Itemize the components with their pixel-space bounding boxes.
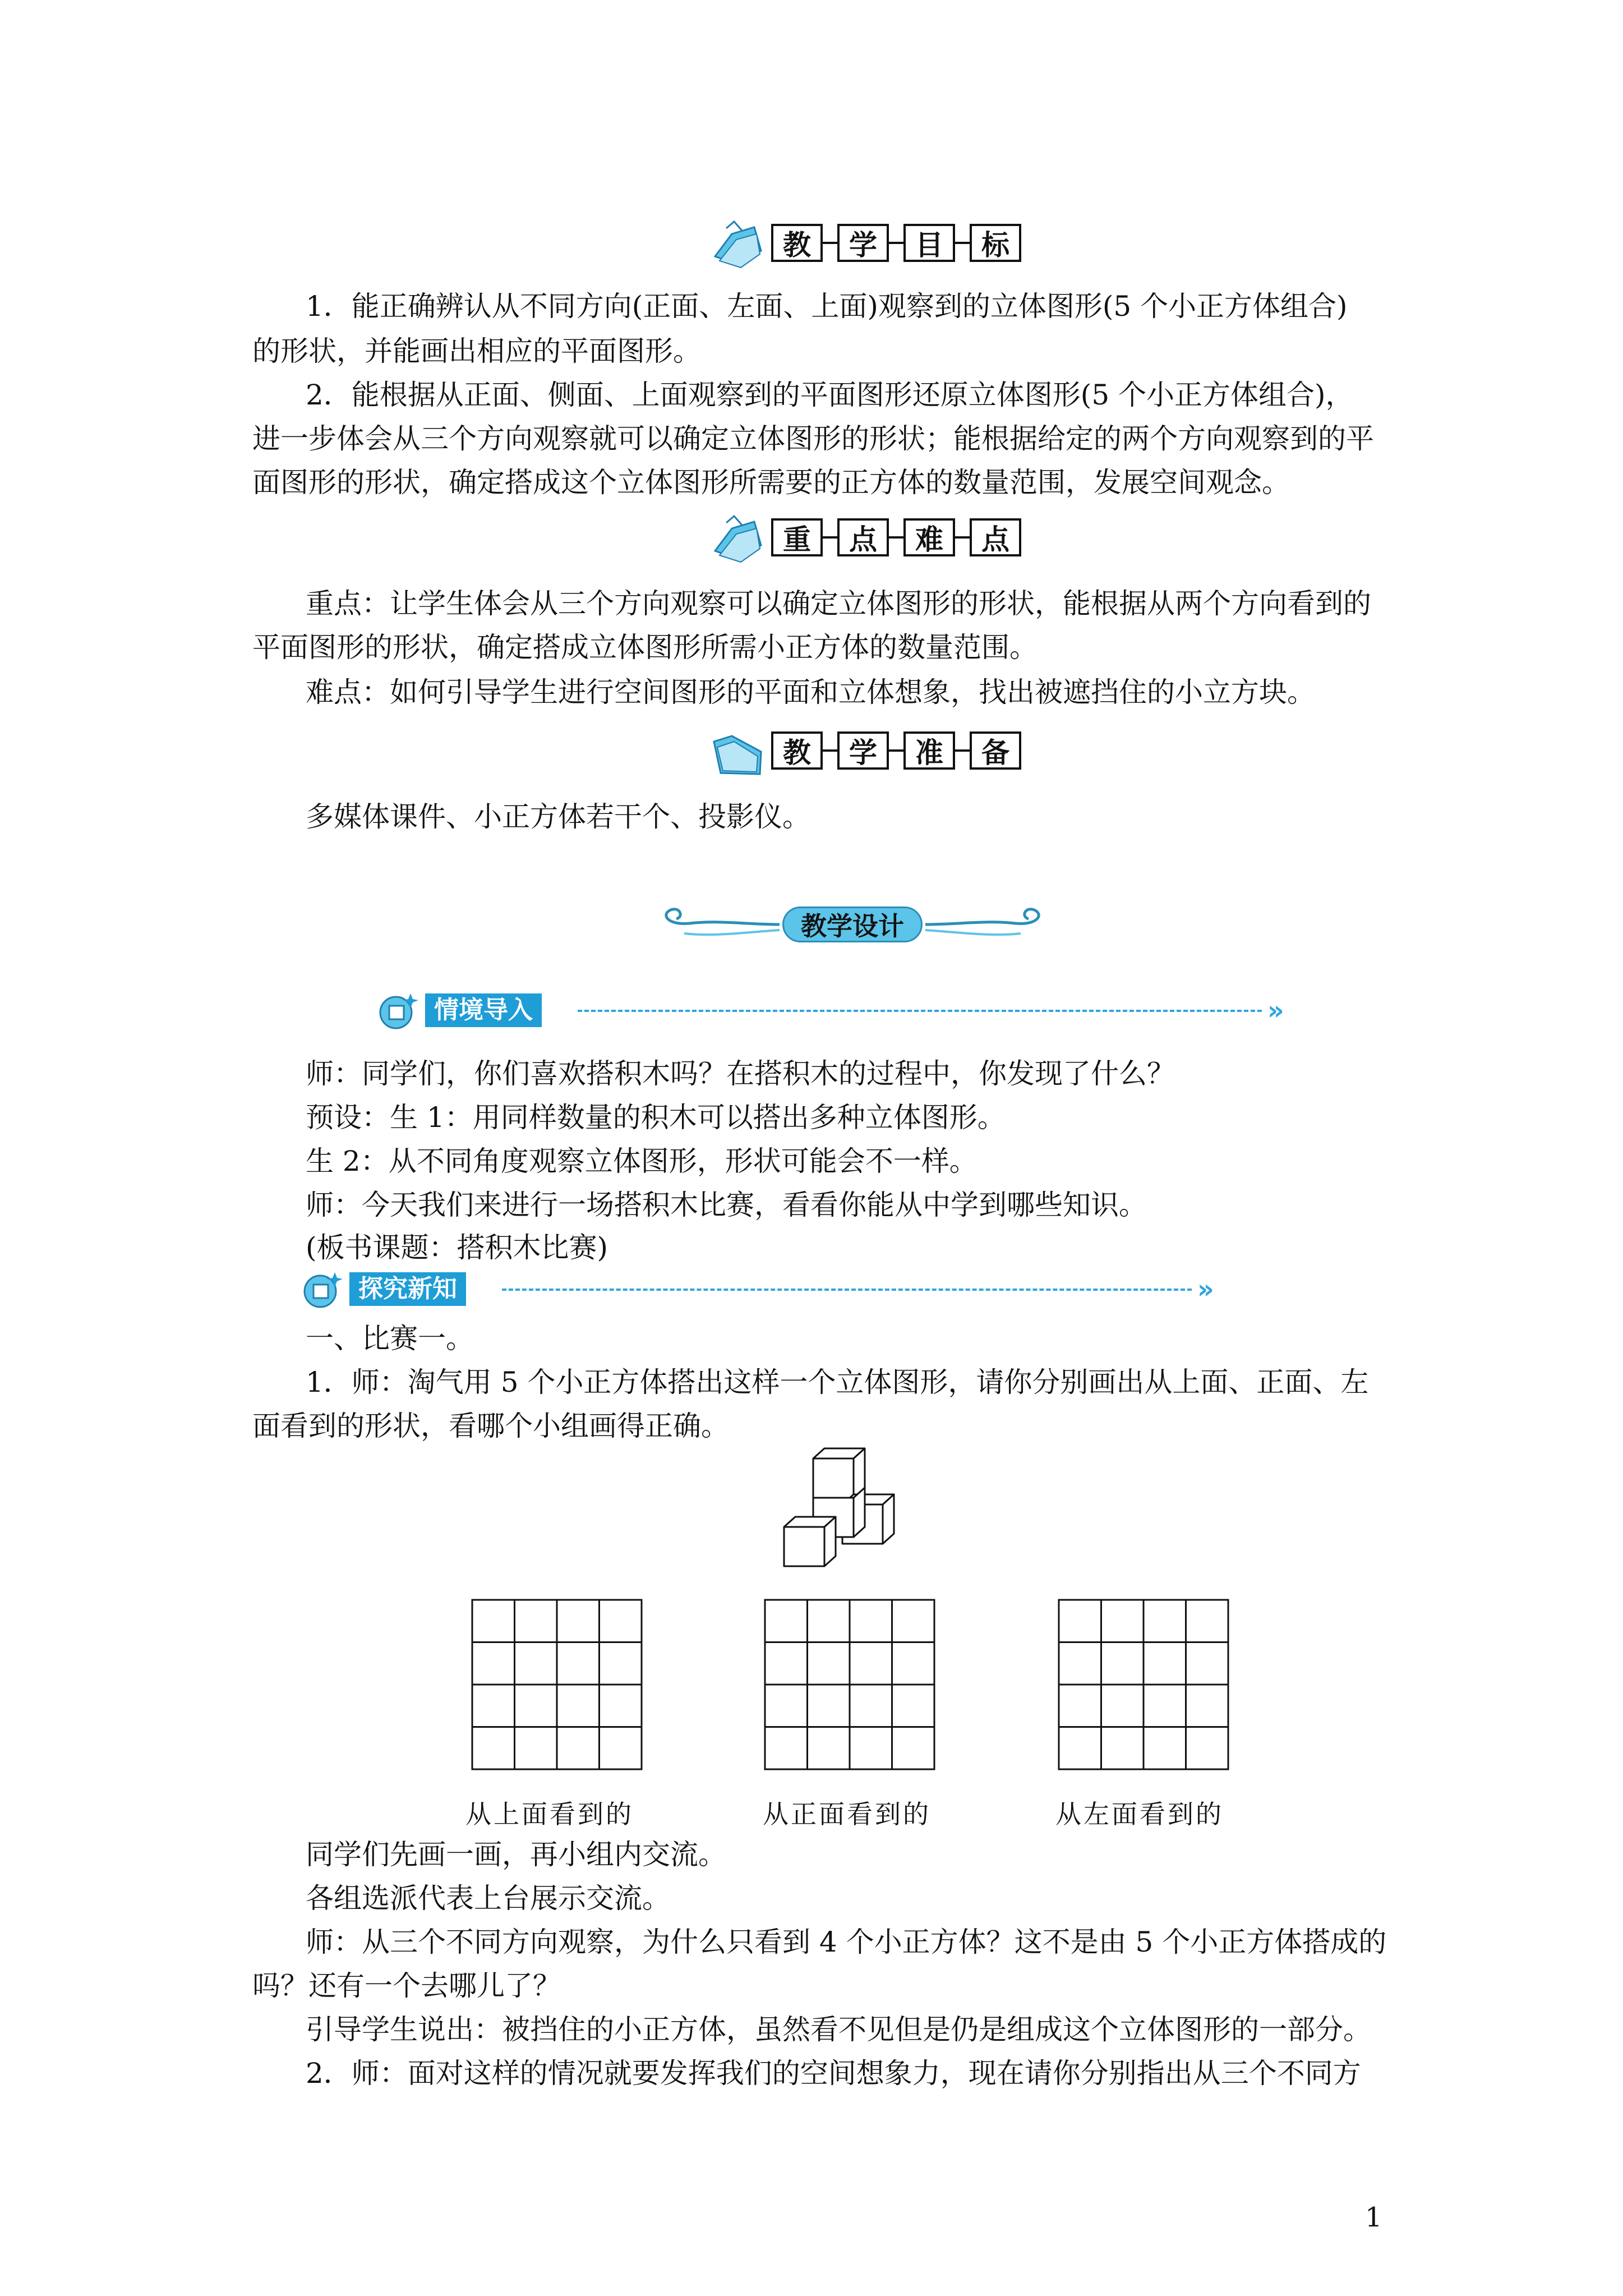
preparation-text: 多媒体课件、小正方体若干个、投影仪。 [306, 800, 810, 833]
section-char: 准 [903, 731, 955, 770]
focus-line-2: 平面图形的形状，确定搭成立体图形所需小正方体的数量范围。 [252, 631, 1038, 664]
double-arrow-icon: » [1267, 995, 1284, 1025]
sparkle-cube-icon [300, 1269, 348, 1309]
goal-1-line-2: 的形状，并能画出相应的平面图形。 [252, 335, 701, 367]
double-arrow-icon: » [1197, 1274, 1214, 1304]
folder-icon [709, 725, 766, 778]
goal-2-line-2: 进一步体会从三个方向观察就可以确定立体图形的形状；能根据给定的两个方向观察到的平 [252, 422, 1374, 455]
intro-line: 生 2：从不同角度观察立体图形，形状可能会不一样。 [306, 1145, 978, 1177]
grid-top-view [471, 1599, 643, 1770]
section-char: 教 [771, 731, 823, 770]
page-number: 1 [1365, 2202, 1382, 2233]
section-char: 学 [837, 224, 889, 262]
section-char: 标 [970, 224, 1021, 262]
intro-line: 师：今天我们来进行一场搭积木比赛，看看你能从中学到哪些知识。 [306, 1189, 1147, 1221]
question-1-line-2: 面看到的形状，看哪个小组画得正确。 [252, 1410, 729, 1442]
design-banner [651, 898, 1054, 951]
explore-line: 2．师：面对这样的情况就要发挥我们的空间想象力，现在请你分别指出从三个不同方 [306, 2057, 1361, 2090]
grid-caption-top: 从上面看到的 [465, 1799, 634, 1829]
explore-line: 吗？还有一个去哪儿了？ [252, 1970, 561, 2002]
section-char: 目 [903, 224, 955, 262]
book-stack-icon [709, 512, 766, 565]
intro-line: (板书课题：搭积木比赛) [306, 1231, 608, 1264]
section-char: 学 [837, 731, 889, 770]
goal-2-line-1: 2．能根据从正面、侧面、上面观察到的平面图形还原立体图形(5 个小正方体组合)， [306, 379, 1354, 411]
section-char: 点 [970, 518, 1021, 556]
grid-caption-front: 从正面看到的 [763, 1799, 931, 1829]
explore-line: 各组选派代表上台展示交流。 [306, 1882, 670, 1915]
tag-explore [300, 1269, 1242, 1309]
explore-line: 引导学生说出：被挡住的小正方体，虽然看不见但是仍是组成这个立体图形的一部分。 [306, 2013, 1371, 2046]
design-banner-title: 教学设计 [782, 907, 923, 942]
intro-line: 师：同学们，你们喜欢搭积木吗？在搭积木的过程中，你发现了什么？ [306, 1057, 1175, 1090]
tag-intro-label: 情境导入 [425, 993, 542, 1027]
section-char: 点 [837, 518, 889, 556]
goal-2-line-3: 面图形的形状，确定搭成这个立体图形所需要的正方体的数量范围，发展空间观念。 [252, 466, 1290, 499]
grid-caption-left: 从左面看到的 [1055, 1799, 1224, 1829]
grid-front-view [764, 1599, 935, 1770]
grid-left-view [1058, 1599, 1229, 1770]
goal-1-line-1: 1．能正确辨认从不同方向(正面、左面、上面)观察到的立体图形(5 个小正方体组合) [306, 290, 1348, 323]
intro-line: 预设：生 1：用同样数量的积木可以搭出多种立体图形。 [306, 1101, 1006, 1134]
difficulty-line: 难点：如何引导学生进行空间图形的平面和立体想象，找出被遮挡住的小立方块。 [306, 676, 1315, 708]
explore-line: 同学们先画一画，再小组内交流。 [306, 1838, 726, 1871]
tag-explore-label: 探究新知 [349, 1272, 466, 1306]
question-1-line-1: 1．师：淘气用 5 个小正方体搭出这样一个立体图形，请你分别画出从上面、正面、左 [306, 1366, 1369, 1398]
tag-intro [376, 990, 1318, 1030]
contest-title: 一、比赛一。 [306, 1322, 474, 1355]
section-char: 难 [903, 518, 955, 556]
focus-line-1: 重点：让学生体会从三个方向观察可以确定立体图形的形状，能根据从两个方向看到的 [306, 587, 1371, 620]
section-char: 教 [771, 224, 823, 262]
cube-structure-figure [774, 1447, 920, 1588]
section-char: 重 [771, 518, 823, 556]
section-char: 备 [970, 731, 1021, 770]
explore-line: 师：从三个不同方向观察，为什么只看到 4 个小正方体？这不是由 5 个小正方体搭成的 [306, 1926, 1387, 1958]
sparkle-cube-icon [376, 990, 424, 1030]
book-stack-icon [709, 217, 766, 270]
